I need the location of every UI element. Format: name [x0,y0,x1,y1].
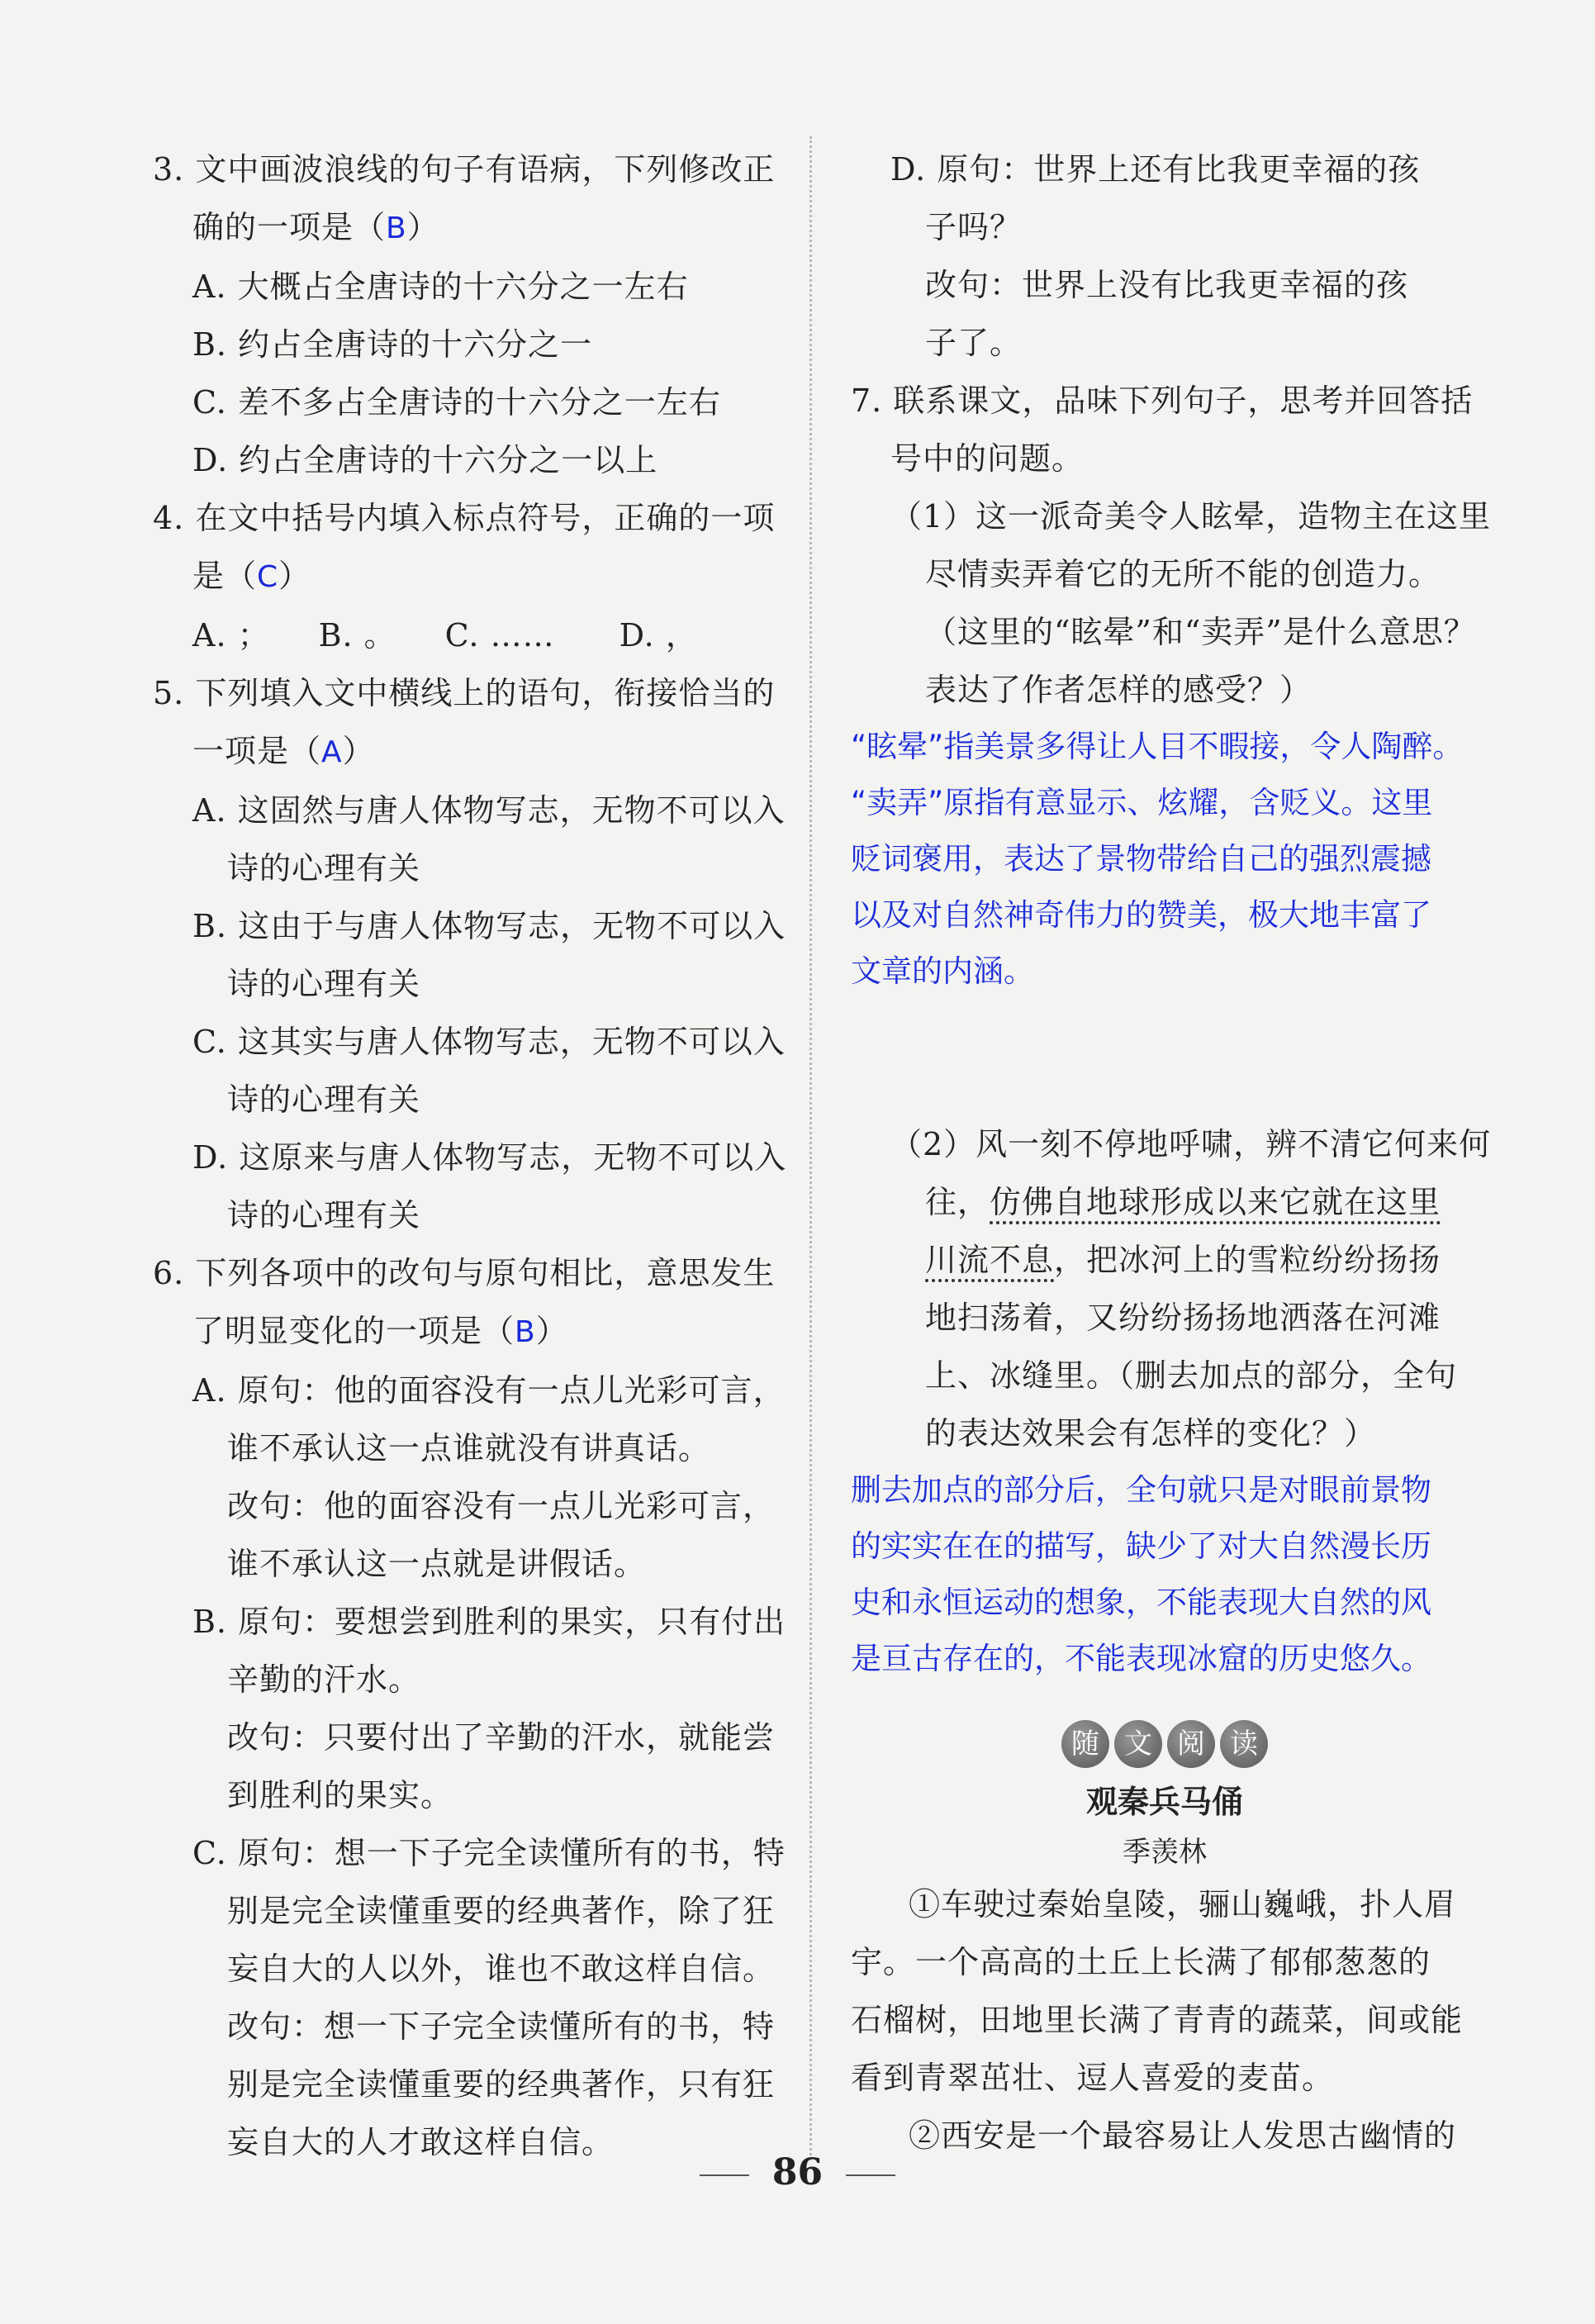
q6-option-a-line3: 改句：他的面容没有一点儿光彩可言， [227,1488,776,1524]
q6-option-a-line1: A. 原句：他的面容没有一点儿光彩可言， [192,1372,786,1409]
q4-options: A. ； B. 。 C. …… D. ， [192,617,698,653]
q3-option-a: A. 大概占全唐诗的十六分之一左右 [192,269,689,305]
q7-part2-line2 [851,1173,1479,1231]
q6-stem-pre: 了明显变化的一项是（ [192,1313,515,1349]
q5-option-d-line1: D. 这原来与唐人体物写志，无物不可以入 [192,1139,787,1176]
q3-stem-line1: 3. 文中画波浪线的句子有语病，下列修改正 [153,151,776,188]
q7-answer1-line2: “卖弄”原指有意显示、炫耀，含贬义。这里 [851,785,1433,820]
section-badge: 读 [1220,1720,1268,1768]
q6-option-d-line2: 子吗？ [925,209,1023,245]
q7-answer2-line2: 的实实在在的描写，缺少了对大自然漫长历 [851,1528,1431,1564]
q7-answer2-line3: 史和永恒运动的想象，不能表现大自然的风 [851,1585,1431,1620]
page-number-dash-left [700,2174,749,2176]
article-para1-line3: 石榴树，田地里长满了青青的蔬菜，间或能 [851,2002,1464,2038]
q6-option-b-line3: 改句：只要付出了辛勤的汗水，就能尝 [227,1719,776,1756]
q7-stem-line2: 号中的问题。 [890,440,1085,477]
q5-stem-line1: 5. 下列填入文中横线上的语句，衔接恰当的 [153,675,776,711]
q7-part2-line2-pre: 往， [925,1184,990,1220]
q7-answer1-line4: 以及对自然神奇伟力的赞美，极大地丰富了 [851,897,1431,933]
page-number-dash-right [846,2174,895,2176]
answer-space [851,1000,1479,1115]
q6-option-c-line2: 别是完全读懂重要的经典著作，除了狂 [227,1893,776,1929]
q7-part2-line6: 的表达效果会有怎样的变化？） [925,1415,1377,1452]
q3-stem-line2 [153,198,797,258]
article-para2-line1: ②西安是一个最容易让人发思古幽情的 [909,2117,1457,2154]
q5-stem-line2 [153,722,797,782]
column-divider [809,136,812,2160]
page-number [0,2148,1595,2198]
article-para1-line2: 宇。一个高高的土丘上长满了郁郁葱葱的 [851,1944,1431,1980]
q7-part2-dotted-phrase2: 川流不息 [925,1242,1055,1278]
q5-option-a-line2: 诗的心理有关 [227,850,421,886]
q4-stem-line1: 4. 在文中括号内填入标点符号，正确的一项 [153,500,776,536]
right-column [851,140,1492,2165]
q7-part2-dotted-phrase1: 仿佛自地球形成以来它就在这里 [990,1184,1441,1220]
q6-option-c-line4: 改句：想一下子完全读懂所有的书，特 [227,2008,776,2045]
article-para1-line1: ①车驶过秦始皇陵，骊山巍峨，扑人眉 [909,1886,1457,1922]
q7-answer2-line1: 删去加点的部分后，全句就只是对眼前景物 [851,1472,1431,1508]
q7-answer1-line3: 贬词褒用，表达了景物带给自己的强烈震撼 [851,841,1431,877]
q6-option-d-line3: 改句：世界上没有比我更幸福的孩 [925,267,1409,303]
q5-option-b-line1: B. 这由于与唐人体物写志，无物不可以入 [192,908,786,944]
q6-option-c-line5: 别是完全读懂重要的经典著作，只有狂 [227,2066,776,2103]
q6-option-b-line4: 到胜利的果实。 [227,1777,453,1813]
q3-answer: B [386,211,407,245]
q6-stem-line1: 6. 下列各项中的改句与原句相比，意思发生 [153,1255,776,1291]
q6-answer: B [515,1315,536,1349]
q6-option-a-line4: 谁不承认这一点就是讲假话。 [227,1546,647,1582]
q5-option-b-line2: 诗的心理有关 [227,966,421,1002]
q6-option-c-line3: 妄自大的人以外，谁也不敢这样自信。 [227,1951,776,1987]
q6-option-d-line1: D. 原句：世界上还有比我更幸福的孩 [890,151,1421,188]
q7-answer1-line5: 文章的内涵。 [851,953,1034,989]
q5-option-c-line1: C. 这其实与唐人体物写志，无物不可以入 [192,1024,786,1060]
q4-stem-pre: 是（ [192,558,258,594]
q7-part1-line4: 表达了作者怎样的感受？） [925,672,1313,708]
q6-option-d-line4: 子了。 [925,325,1023,361]
q7-part2-line1: （2）风一刻不停地呼啸，辨不清它何来何 [890,1126,1492,1162]
q7-part2-line4: 地扫荡着，又纷纷扬扬地洒落在河滩 [925,1300,1441,1336]
q7-part2-line5: 上、冰缝里。（删去加点的部分，全句 [925,1357,1458,1394]
q3-option-b: B. 约占全唐诗的十六分之一 [192,326,593,363]
q7-part2-line3-post: ，把冰河上的雪粒纷纷扬扬 [1054,1242,1441,1278]
q7-part1-line2: 尽情卖弄着它的无所不能的创造力。 [925,556,1441,592]
q5-answer: A [321,735,343,769]
section-badge: 阅 [1167,1720,1215,1768]
article-author: 季羡林 [1123,1836,1207,1869]
section-badge: 文 [1114,1720,1162,1768]
q6-stem-post: ） [535,1313,568,1349]
q4-stem-line2 [153,547,797,606]
section-badge: 随 [1061,1720,1109,1768]
q7-part1-line3: （这里的“眩晕”和“卖弄”是什么意思？ [925,614,1476,650]
section-badge-row [851,1720,1479,1768]
q5-stem-post: ） [342,733,375,769]
q3-option-d: D. 约占全唐诗的十六分之一以上 [192,442,658,478]
q3-stem-post: ） [406,209,439,245]
q6-option-b-line2: 辛勤的汗水。 [227,1661,421,1698]
q4-answer: C [257,560,279,594]
q6-option-c-line6: 妄自大的人才敢这样自信。 [227,2124,615,2160]
q6-option-b-line1: B. 原句：要想尝到胜利的果实，只有付出 [192,1604,786,1640]
q3-stem-pre: 确的一项是（ [192,209,387,245]
q5-option-d-line2: 诗的心理有关 [227,1197,421,1233]
q6-option-c-line1: C. 原句：想一下子完全读懂所有的书，特 [192,1835,786,1871]
q6-stem-line2 [153,1302,797,1362]
q5-option-c-line2: 诗的心理有关 [227,1081,421,1118]
q5-stem-pre: 一项是（ [192,733,322,769]
article-title: 观秦兵马俑 [1085,1783,1243,1820]
q6-option-a-line2: 谁不承认这一点谁就没有讲真话。 [227,1430,711,1466]
left-column [153,140,797,2171]
page-number-value: 86 [771,2151,824,2193]
q7-part2-line3 [851,1231,1479,1289]
article-para1-line4: 看到青翠茁壮、逗人喜爱的麦苗。 [851,2060,1335,2096]
q3-option-c: C. 差不多占全唐诗的十六分之一左右 [192,384,721,421]
q5-option-a-line1: A. 这固然与唐人体物写志，无物不可以入 [192,792,786,829]
q7-stem-line1: 7. 联系课文，品味下列句子，思考并回答括 [851,383,1474,419]
q4-stem-post: ） [278,558,311,594]
q7-part1-line1: （1）这一派奇美令人眩晕，造物主在这里 [890,498,1492,535]
q7-answer1-line1: “眩晕”指美景多得让人目不暇接，令人陶醉。 [851,729,1464,764]
q7-answer2-line4: 是亘古存在的，不能表现冰窟的历史悠久。 [851,1641,1431,1676]
